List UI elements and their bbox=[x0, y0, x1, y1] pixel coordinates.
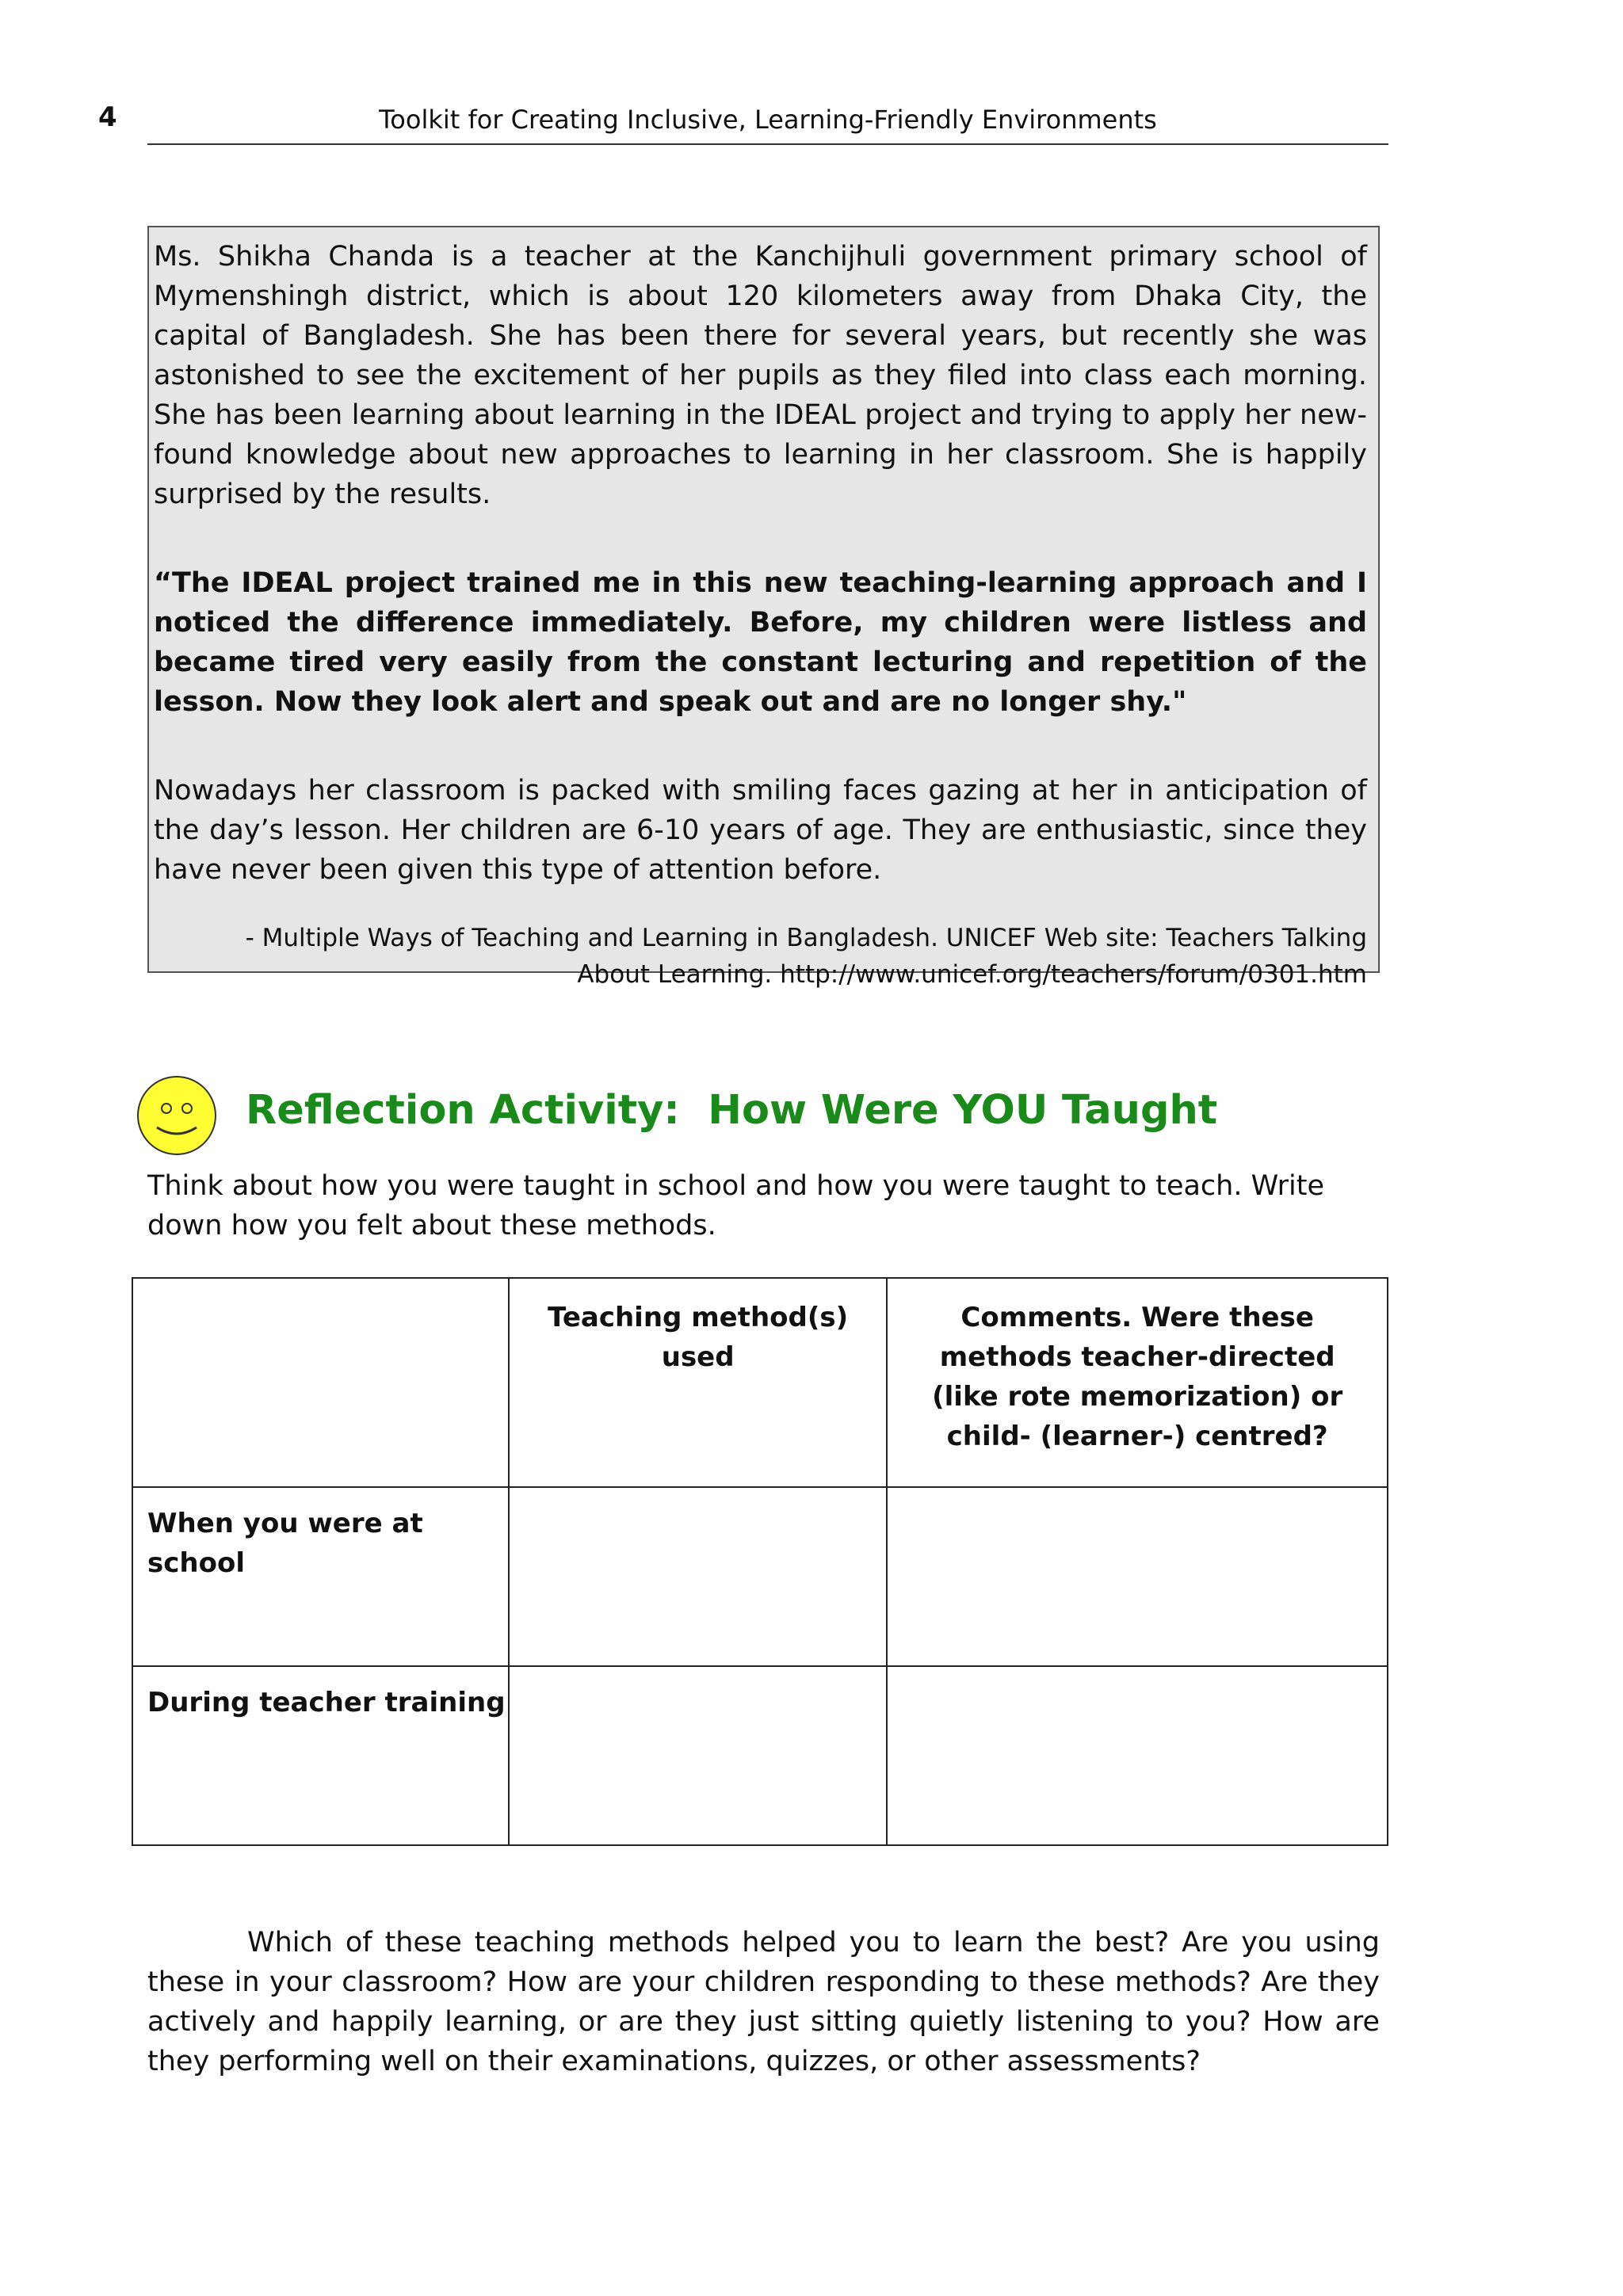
running-header: Toolkit for Creating Inclusive, Learning-Friendly Environments bbox=[379, 105, 1157, 135]
teacher-quote: “The IDEAL project trained me in this new teaching-learning approach and I noticed the difference immediately. Before, my children were listless and became tired very easily from the constant lecturing and repetition of the lesson. Now they look alert and speak out and are no longer shy." bbox=[154, 567, 1367, 718]
table-row bbox=[132, 1666, 1388, 1845]
page-number: 4 bbox=[98, 101, 117, 133]
table-header-row bbox=[132, 1278, 1388, 1487]
row-label-school: When you were at school bbox=[132, 1487, 509, 1666]
smiley-face-icon bbox=[136, 1075, 217, 1156]
case-study-box bbox=[147, 226, 1380, 989]
method-cell-school[interactable] bbox=[509, 1487, 887, 1666]
comments-cell-school[interactable] bbox=[887, 1487, 1388, 1666]
activity-title: Reflection Activity: How Were YOU Taught bbox=[246, 1087, 1218, 1134]
row-label-training: During teacher training bbox=[132, 1666, 509, 1845]
header-comments: Comments. Were these methods teacher-directed (like rote memorization) or child- (learner-) centred? bbox=[887, 1278, 1388, 1487]
comments-cell-training[interactable] bbox=[887, 1666, 1388, 1845]
closing-questions: Which of these teaching methods helped you to learn the best? Are you using these in your classroom? How are your children responding to these methods? Are they actively and happily learning, or are they just sitting quietly listening to you? How are they performing well on their examinations, quizzes, or other assessments? bbox=[147, 1927, 1380, 2077]
header-teaching-methods: Teaching method(s) used bbox=[509, 1278, 887, 1487]
reflection-table bbox=[132, 1277, 1388, 1846]
activity-intro: Think about how you were taught in school and how you were taught to teach. Write down how you felt about these methods. bbox=[147, 1170, 1325, 1241]
method-cell-training[interactable] bbox=[509, 1666, 887, 1845]
case-paragraph-3: Nowadays her classroom is packed with smiling faces gazing at her in anticipation of the day’s lesson. Her children are 6-10 years of age. They are enthusiastic, since they have never been given this type of attention before. bbox=[154, 775, 1367, 886]
header-cell-empty bbox=[132, 1278, 509, 1487]
table-row bbox=[132, 1487, 1388, 1666]
header-rule bbox=[147, 143, 1388, 145]
case-paragraph-1: Ms. Shikha Chanda is a teacher at the Kanchijhuli government primary school of Mymenshingh district, which is about 120 kilometers away from Dhaka City, the capital of Bangladesh. She has been there for several years, but recently she was astonished to see the excitement of her pupils as they filed into class each morning. She has been learning about learning in the IDEAL project and trying to apply her new-found knowledge about new approaches to learning in her classroom. She is happily surprised by the results. bbox=[154, 241, 1367, 510]
source-citation: - Multiple Ways of Teaching and Learning in Bangladesh. UNICEF Web site: Teachers Talking About Learning. http://www.unicef.org/teachers/forum/0301.htm bbox=[245, 924, 1367, 989]
